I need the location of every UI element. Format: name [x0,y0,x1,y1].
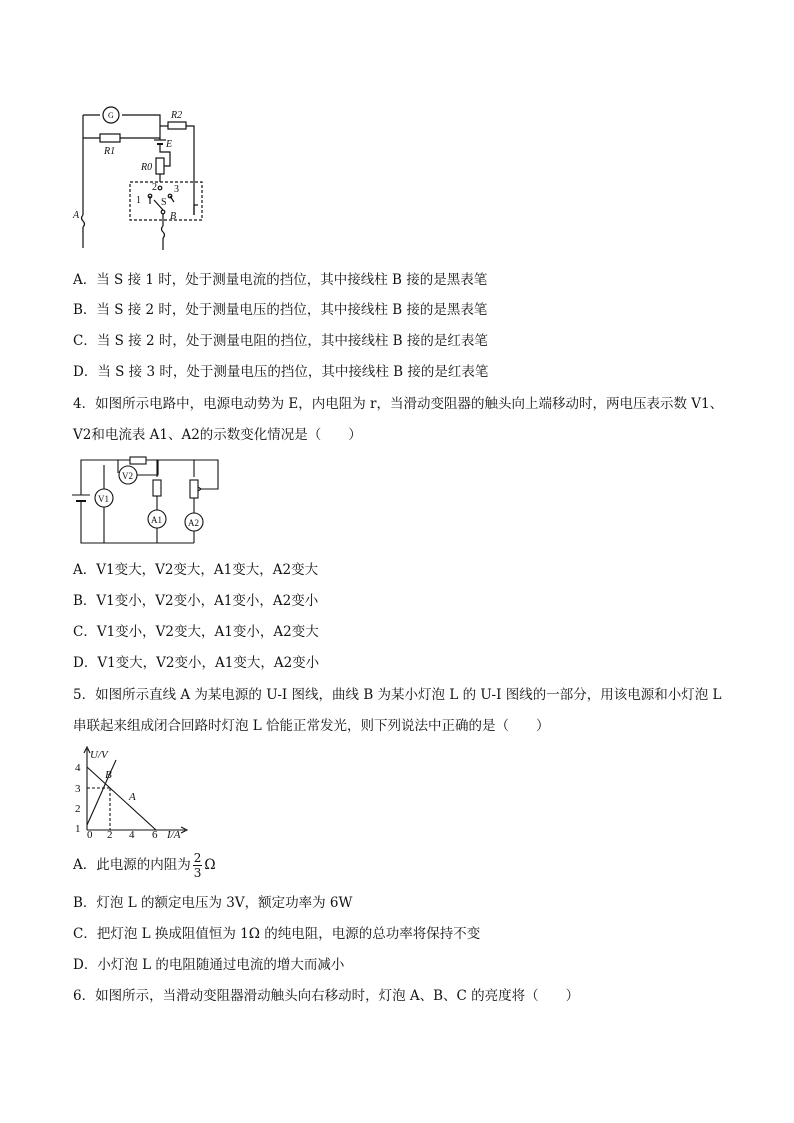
y-axis-label: U/V [90,749,108,761]
q6-stem-line1: 6．如图所示，当滑动变阻器滑动触头向右移动时，灯泡 A、B、C 的亮度将（ ） [73,988,580,1004]
q5-option-a: A．此电源的内阻为 $\frac{2}{3}$ Ω [73,851,216,880]
q3-option-a: A．当 S 接 1 时，处于测量电流的挡位，其中接线柱 B 接的是黑表笔 [73,272,488,288]
v2-label: V2 [122,471,133,481]
terminal-b-label: B [170,211,177,222]
terminal-a-label: A [73,210,80,221]
q5-option-c: C．把灯泡 L 换成阻值恒为 1Ω 的纯电阻，电源的总功率将保持不变 [73,926,481,942]
x-tick-4: 4 [129,829,135,840]
y-tick-3: 3 [75,783,81,795]
q4-stem-line1: 4．如图所示电路中，电源电动势为 E，内电阻为 r，当滑动变阻器的触头向上端移动时，两电压表示数 V1、 [73,396,724,412]
contact-2-label: 2 [152,182,157,193]
y-tick-2: 2 [75,803,81,815]
q5-option-d: D．小灯泡 L 的电阻随通过电流的增大而减小 [73,957,345,973]
q4-option-d: D．V1变大，V2变小，A1变大，A2变小 [73,655,320,671]
r0-label: R0 [141,162,153,173]
e-label: E [166,139,173,150]
q5-stem-line1: 5．如图所示直线 A 为某电源的 U-I 图线，曲线 B 为某小灯泡 L 的 U-I 图线的一部分，用该电源和小灯泡 L [73,687,722,703]
q5-ui-graph [70,745,195,840]
switch-s-label: S [161,197,167,208]
v1-label: V1 [98,494,109,504]
a2-label: A2 [188,518,199,528]
q4-option-b: B．V1变小，V2变小，A1变小，A2变小 [73,593,319,609]
contact-1-label: 1 [136,195,141,206]
y-tick-1: 1 [75,823,81,835]
x-tick-6: 6 [152,829,158,840]
r1-label: R1 [104,146,116,157]
a1-label: A1 [151,515,162,525]
q4-circuit-figure [68,455,220,547]
x-tick-0: 0 [87,829,93,840]
q4-option-c: C．V1变小，V2变大，A1变小，A2变大 [73,624,319,640]
q3-option-d: D．当 S 接 3 时，处于测量电压的挡位，其中接线柱 B 接的是红表笔 [73,364,489,380]
curve-b-label: B [105,769,112,781]
q4-option-a: A．V1变大，V2变大，A1变大，A2变大 [73,562,319,578]
line-a-label: A [129,791,136,803]
r2-label: R2 [171,110,183,121]
q3-option-c: C．当 S 接 2 时，处于测量电阻的挡位，其中接线柱 B 接的是红表笔 [73,333,488,349]
q3-circuit-figure [70,100,210,250]
q5-option-b: B．灯泡 L 的额定电压为 3V，额定功率为 6W [73,895,353,911]
q3-option-b: B．当 S 接 2 时，处于测量电压的挡位，其中接线柱 B 接的是黑表笔 [73,302,488,318]
fraction-two-thirds: $\frac{2}{3}$ [193,851,202,880]
g-label: G [108,111,114,120]
q5-stem-line2: 串联起来组成闭合回路时灯泡 L 恰能正常发光，则下列说法中正确的是（ ） [73,718,550,734]
contact-3-label: 3 [174,184,179,195]
x-tick-2: 2 [107,829,113,840]
y-tick-4: 4 [75,762,81,774]
x-axis-label: I/A [167,829,181,840]
q4-stem-line2: V2和电流表 A1、A2的示数变化情况是（ ） [73,427,362,443]
